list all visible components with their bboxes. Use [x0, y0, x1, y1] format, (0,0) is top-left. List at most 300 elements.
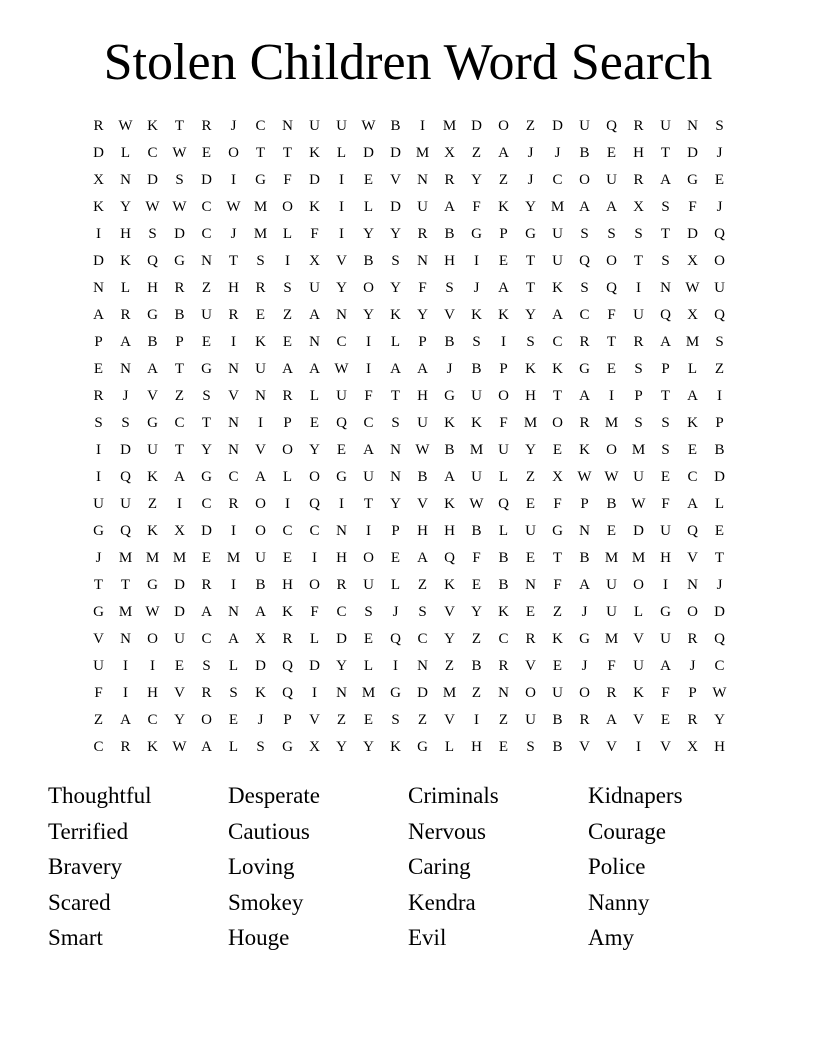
grid-letter: U — [255, 550, 266, 566]
grid-letter: S — [526, 739, 535, 755]
grid-letter: Q — [606, 280, 617, 296]
grid-letter: N — [93, 280, 104, 296]
grid-letter: L — [363, 658, 374, 674]
grid-letter: M — [442, 118, 457, 134]
grid-letter: I — [231, 523, 236, 539]
grid-letter: Z — [471, 685, 482, 701]
grid-letter: K — [93, 199, 104, 215]
grid-letter: I — [258, 415, 263, 431]
grid-letter: E — [660, 712, 671, 728]
grid-letter: A — [417, 550, 428, 566]
grid-letter: W — [469, 496, 484, 512]
grid-letter: E — [309, 415, 320, 431]
grid-letter: R — [282, 388, 293, 404]
grid-letter: Y — [390, 280, 401, 296]
grid-letter: D — [687, 226, 698, 242]
grid-letter: C — [228, 469, 239, 485]
grid-letter: T — [660, 388, 671, 404]
grid-letter: A — [498, 145, 509, 161]
grid-letter: L — [120, 280, 131, 296]
grid-letter: Z — [93, 712, 104, 728]
grid-letter: H — [417, 388, 428, 404]
grid-letter: U — [714, 280, 725, 296]
grid-letter: F — [688, 199, 697, 215]
grid-letter: F — [472, 550, 481, 566]
grid-letter: U — [660, 523, 671, 539]
grid-letter: W — [712, 685, 727, 701]
grid-letter: K — [579, 442, 590, 458]
grid-letter: Y — [174, 712, 185, 728]
grid-letter: V — [444, 712, 455, 728]
grid-letter: L — [390, 334, 401, 350]
grid-letter: U — [606, 172, 617, 188]
grid-letter: K — [147, 118, 158, 134]
grid-letter: U — [633, 469, 644, 485]
grid-letter: T — [255, 145, 266, 161]
grid-letter: V — [147, 388, 158, 404]
grid-letter: G — [444, 388, 455, 404]
grid-letter: O — [147, 631, 158, 647]
grid-letter: T — [93, 577, 104, 593]
grid-letter: K — [471, 415, 482, 431]
grid-letter: U — [525, 523, 536, 539]
grid-letter: I — [285, 253, 290, 269]
grid-letter: C — [255, 118, 266, 134]
grid-letter: V — [417, 496, 428, 512]
grid-letter: N — [687, 118, 698, 134]
grid-letter: Z — [525, 469, 536, 485]
grid-letter: Z — [201, 280, 212, 296]
grid-letter: W — [145, 199, 160, 215]
grid-letter: C — [201, 631, 212, 647]
grid-letter: G — [552, 523, 563, 539]
grid-letter: K — [309, 145, 320, 161]
grid-letter: A — [606, 712, 617, 728]
grid-letter: P — [661, 361, 670, 377]
grid-letter: D — [633, 523, 644, 539]
grid-letter: U — [552, 253, 563, 269]
grid-letter: V — [579, 739, 590, 755]
grid-letter: C — [336, 604, 347, 620]
grid-letter: U — [552, 685, 563, 701]
grid-letter: X — [687, 253, 698, 269]
grid-letter: F — [472, 199, 481, 215]
grid-letter: A — [660, 658, 671, 674]
grid-letter: P — [688, 685, 697, 701]
grid-letter: Q — [714, 631, 725, 647]
grid-letter: K — [390, 739, 401, 755]
grid-letter: G — [579, 361, 590, 377]
grid-letter: K — [525, 361, 536, 377]
grid-letter: P — [499, 361, 508, 377]
grid-letter: B — [498, 550, 509, 566]
word-list-item: Kendra — [408, 889, 476, 915]
grid-letter: U — [606, 604, 617, 620]
grid-letter: C — [174, 415, 185, 431]
grid-letter: W — [145, 604, 160, 620]
grid-letter: U — [120, 496, 131, 512]
grid-letter: N — [417, 253, 428, 269]
grid-letter: C — [309, 523, 320, 539]
grid-letter: P — [283, 415, 292, 431]
word-list-item: Smart — [48, 925, 103, 950]
grid-letter: R — [228, 496, 239, 512]
grid-letter: G — [93, 604, 104, 620]
grid-letter: O — [714, 253, 725, 269]
grid-letter: G — [417, 739, 428, 755]
grid-letter: K — [687, 415, 698, 431]
grid-letter: J — [581, 604, 588, 620]
grid-letter: N — [228, 604, 239, 620]
grid-letter: A — [255, 469, 266, 485]
word-list-item: Amy — [588, 925, 634, 950]
grid-letter: R — [525, 631, 536, 647]
grid-letter: H — [147, 280, 158, 296]
grid-letter: A — [579, 199, 590, 215]
grid-letter: R — [579, 712, 590, 728]
grid-letter: F — [607, 658, 616, 674]
grid-letter: S — [715, 334, 724, 350]
grid-letter: I — [231, 577, 236, 593]
grid-letter: Q — [444, 550, 455, 566]
grid-letter: G — [336, 469, 347, 485]
grid-letter: B — [174, 307, 185, 323]
grid-letter: J — [716, 577, 723, 593]
grid-letter: K — [552, 631, 563, 647]
grid-letter: J — [446, 361, 453, 377]
grid-letter: S — [283, 280, 292, 296]
grid-letter: A — [687, 388, 698, 404]
grid-letter: W — [172, 145, 187, 161]
grid-letter: O — [579, 685, 590, 701]
grid-letter: S — [364, 604, 373, 620]
grid-letter: D — [309, 172, 320, 188]
grid-letter: I — [339, 172, 344, 188]
grid-letter: A — [363, 442, 374, 458]
grid-letter: H — [120, 226, 131, 242]
grid-letter: U — [363, 469, 374, 485]
grid-letter: E — [363, 172, 374, 188]
grid-letter: W — [604, 469, 619, 485]
grid-letter: N — [336, 523, 347, 539]
grid-letter: I — [177, 496, 182, 512]
grid-letter: B — [255, 577, 266, 593]
grid-letter: Q — [687, 523, 698, 539]
grid-letter: Y — [525, 442, 536, 458]
grid-letter: I — [636, 280, 641, 296]
grid-letter: S — [391, 415, 400, 431]
grid-letter: S — [661, 199, 670, 215]
grid-letter: K — [552, 280, 563, 296]
word-list-item: Desperate — [228, 783, 320, 808]
grid-letter: N — [228, 415, 239, 431]
grid-letter: A — [660, 172, 671, 188]
grid-letter: F — [364, 388, 373, 404]
grid-letter: R — [201, 118, 212, 134]
grid-letter: H — [660, 550, 671, 566]
grid-letter: J — [392, 604, 399, 620]
grid-letter: O — [498, 388, 509, 404]
grid-letter: U — [660, 631, 671, 647]
grid-letter: O — [579, 172, 590, 188]
grid-letter: F — [283, 172, 292, 188]
grid-letter: A — [255, 604, 266, 620]
grid-letter: R — [633, 334, 644, 350]
grid-letter: S — [445, 280, 454, 296]
letter-grid — [85, 113, 733, 761]
grid-letter: U — [363, 577, 374, 593]
grid-letter: A — [282, 361, 293, 377]
grid-letter: R — [633, 172, 644, 188]
grid-letter: W — [415, 442, 430, 458]
grid-letter: Z — [471, 631, 482, 647]
grid-letter: Z — [174, 388, 185, 404]
grid-letter: U — [417, 199, 428, 215]
grid-letter: C — [282, 523, 293, 539]
grid-letter: W — [172, 199, 187, 215]
grid-letter: Y — [525, 199, 536, 215]
grid-letter: X — [687, 307, 698, 323]
grid-letter: W — [577, 469, 592, 485]
grid-letter: I — [663, 577, 668, 593]
grid-letter: M — [145, 550, 160, 566]
grid-letter: R — [93, 388, 104, 404]
grid-letter: Y — [471, 604, 482, 620]
grid-letter: Y — [336, 739, 347, 755]
grid-letter: V — [660, 739, 671, 755]
grid-letter: A — [687, 496, 698, 512]
grid-letter: F — [661, 496, 670, 512]
grid-letter: V — [606, 739, 617, 755]
grid-letter: I — [609, 388, 614, 404]
grid-letter: C — [147, 145, 158, 161]
grid-letter: K — [444, 496, 455, 512]
grid-letter: K — [633, 685, 644, 701]
grid-letter: E — [525, 550, 536, 566]
grid-letter: R — [417, 226, 428, 242]
grid-letter: F — [553, 577, 562, 593]
grid-letter: S — [391, 253, 400, 269]
grid-letter: C — [363, 415, 374, 431]
grid-letter: N — [579, 523, 590, 539]
word-list-item: Cautious — [228, 818, 310, 844]
grid-letter: Y — [444, 631, 455, 647]
grid-letter: A — [444, 469, 455, 485]
grid-letter: M — [415, 145, 430, 161]
grid-letter: H — [714, 739, 725, 755]
grid-letter: K — [444, 577, 455, 593]
grid-letter: M — [172, 550, 187, 566]
grid-letter: Y — [417, 307, 428, 323]
grid-letter: C — [201, 496, 212, 512]
grid-letter: R — [336, 577, 347, 593]
grid-letter: N — [390, 469, 401, 485]
grid-letter: O — [498, 118, 509, 134]
grid-letter: O — [255, 523, 266, 539]
grid-letter: L — [498, 523, 509, 539]
grid-letter: T — [174, 442, 185, 458]
grid-letter: Z — [498, 172, 509, 188]
grid-letter: B — [471, 658, 482, 674]
grid-letter: L — [633, 604, 644, 620]
grid-letter: P — [175, 334, 184, 350]
grid-letter: C — [687, 469, 698, 485]
grid-letter: A — [201, 604, 212, 620]
grid-letter: A — [579, 577, 590, 593]
grid-letter: A — [579, 388, 590, 404]
grid-letter: O — [309, 469, 320, 485]
grid-letter: B — [390, 118, 401, 134]
grid-letter: F — [310, 226, 319, 242]
grid-letter: U — [336, 388, 347, 404]
grid-letter: U — [498, 442, 509, 458]
grid-letter: O — [255, 496, 266, 512]
grid-letter: W — [226, 199, 241, 215]
grid-letter: E — [363, 712, 374, 728]
grid-letter: R — [606, 685, 617, 701]
grid-letter: W — [118, 118, 133, 134]
grid-letter: L — [228, 658, 239, 674]
grid-letter: G — [93, 523, 104, 539]
grid-letter: Y — [309, 442, 320, 458]
grid-letter: K — [471, 307, 482, 323]
grid-letter: N — [255, 388, 266, 404]
grid-letter: H — [282, 577, 293, 593]
word-list-item: Terrified — [48, 818, 129, 844]
grid-letter: P — [418, 334, 427, 350]
grid-letter: A — [390, 361, 401, 377]
grid-letter: C — [93, 739, 104, 755]
grid-letter: Q — [282, 658, 293, 674]
grid-letter: D — [201, 172, 212, 188]
grid-letter: D — [93, 145, 104, 161]
grid-letter: T — [660, 226, 671, 242]
grid-letter: S — [121, 415, 130, 431]
grid-letter: J — [716, 145, 723, 161]
grid-letter: R — [687, 631, 698, 647]
grid-letter: T — [201, 415, 212, 431]
grid-letter: D — [417, 685, 428, 701]
grid-letter: O — [363, 550, 374, 566]
grid-letter: E — [687, 442, 698, 458]
word-list-item: Houge — [228, 925, 290, 950]
grid-letter: Z — [714, 361, 725, 377]
word-list-item: Smokey — [228, 889, 304, 915]
grid-letter: R — [201, 577, 212, 593]
grid-letter: K — [390, 307, 401, 323]
grid-letter: L — [687, 361, 698, 377]
grid-letter: I — [636, 739, 641, 755]
grid-letter: P — [391, 523, 400, 539]
grid-letter: Y — [336, 280, 347, 296]
grid-letter: L — [309, 388, 320, 404]
grid-letter: H — [471, 739, 482, 755]
grid-letter: P — [634, 388, 643, 404]
grid-letter: E — [714, 172, 725, 188]
grid-letter: I — [339, 199, 344, 215]
grid-letter: A — [606, 199, 617, 215]
grid-letter: U — [201, 307, 212, 323]
word-list-item: Nervous — [408, 818, 486, 844]
grid-letter: A — [660, 334, 671, 350]
grid-letter: T — [606, 334, 617, 350]
grid-letter: S — [607, 226, 616, 242]
grid-letter: U — [309, 118, 320, 134]
grid-letter: Z — [282, 307, 293, 323]
grid-letter: U — [147, 442, 158, 458]
grid-letter: K — [147, 469, 158, 485]
grid-letter: R — [201, 685, 212, 701]
grid-letter: A — [444, 199, 455, 215]
grid-letter: C — [336, 334, 347, 350]
grid-letter: M — [226, 550, 241, 566]
grid-letter: I — [501, 334, 506, 350]
grid-letter: I — [231, 172, 236, 188]
grid-letter: M — [118, 604, 133, 620]
grid-letter: Q — [498, 496, 509, 512]
grid-letter: B — [444, 442, 455, 458]
grid-letter: S — [175, 172, 184, 188]
word-list-item: Evil — [408, 925, 447, 950]
grid-letter: G — [687, 172, 698, 188]
grid-letter: F — [499, 415, 508, 431]
grid-letter: P — [283, 712, 292, 728]
grid-letter: S — [715, 118, 724, 134]
grid-letter: H — [525, 388, 536, 404]
grid-letter: B — [552, 712, 563, 728]
grid-letter: D — [174, 604, 185, 620]
grid-letter: O — [309, 577, 320, 593]
grid-letter: L — [714, 496, 725, 512]
grid-letter: K — [147, 739, 158, 755]
grid-letter: S — [94, 415, 103, 431]
grid-letter: E — [201, 145, 212, 161]
grid-letter: I — [366, 334, 371, 350]
grid-letter: I — [339, 496, 344, 512]
grid-letter: U — [660, 118, 671, 134]
grid-letter: H — [444, 523, 455, 539]
grid-letter: M — [253, 199, 268, 215]
grid-letter: M — [685, 334, 700, 350]
grid-letter: D — [714, 469, 725, 485]
grid-letter: G — [147, 577, 158, 593]
grid-letter: R — [120, 739, 131, 755]
grid-letter: G — [174, 253, 185, 269]
grid-letter: M — [523, 415, 538, 431]
grid-letter: Q — [282, 685, 293, 701]
grid-letter: A — [228, 631, 239, 647]
grid-letter: E — [174, 658, 185, 674]
grid-letter: J — [122, 388, 129, 404]
grid-letter: Y — [363, 307, 374, 323]
grid-letter: S — [634, 361, 643, 377]
grid-letter: F — [94, 685, 103, 701]
grid-letter: Y — [336, 658, 347, 674]
grid-letter: C — [147, 712, 158, 728]
grid-letter: Q — [147, 253, 158, 269]
grid-letter: N — [417, 172, 428, 188]
grid-letter: M — [631, 550, 646, 566]
grid-letter: I — [285, 496, 290, 512]
grid-letter: E — [228, 712, 239, 728]
grid-letter: S — [148, 226, 157, 242]
grid-letter: Z — [471, 145, 482, 161]
grid-letter: X — [174, 523, 185, 539]
grid-letter: J — [473, 280, 480, 296]
grid-letter: F — [661, 685, 670, 701]
grid-letter: K — [498, 604, 509, 620]
grid-letter: U — [471, 388, 482, 404]
